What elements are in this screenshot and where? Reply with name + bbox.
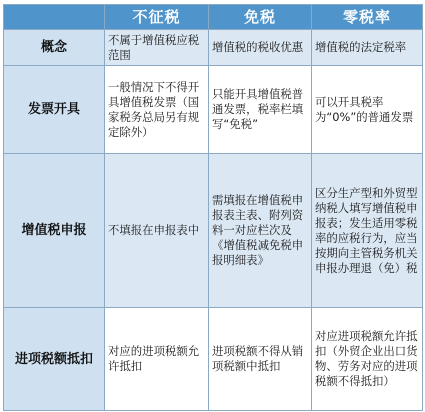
header-tax-exempt: 免税 — [209, 5, 312, 30]
row-label-input-tax-deduction: 进项税额抵扣 — [4, 308, 105, 411]
table-row — [4, 154, 423, 308]
table-row — [4, 30, 423, 66]
cell-filing-zero-rate: 区分生产型和外贸型纳税人填写增值税申报表；发生适用零税率的应税行为，应当按期向主管税务机关申报办理退（免）税 — [312, 154, 423, 308]
cell-concept-tax-exempt: 增值税的税收优惠 — [209, 30, 312, 66]
cell-deduction-non-taxable: 对应的进项税额允许抵扣 — [105, 308, 209, 411]
header-corner-cell — [4, 5, 105, 30]
table-header-row — [4, 5, 423, 30]
cell-concept-zero-rate: 增值税的法定税率 — [312, 30, 423, 66]
table-row — [4, 308, 423, 411]
cell-deduction-zero-rate: 对应进项税额允许抵扣（外贸企业出口货物、劳务对应的进项税额不得抵扣） — [312, 308, 423, 411]
cell-filing-tax-exempt: 需填报在增值税申报表主表、附列资料一对应栏次及《增值税减免税申报明细表》 — [209, 154, 312, 308]
row-label-concept: 概念 — [4, 30, 105, 66]
cell-invoice-zero-rate: 可以开具税率为“0%”的普通发票 — [312, 66, 423, 154]
table-row — [4, 66, 423, 154]
row-label-vat-filing: 增值税申报 — [4, 154, 105, 308]
tax-comparison-table — [3, 4, 423, 411]
cell-concept-non-taxable: 不属于增值税应税范围 — [105, 30, 209, 66]
row-label-invoice: 发票开具 — [4, 66, 105, 154]
header-zero-rate: 零税率 — [312, 5, 423, 30]
cell-deduction-tax-exempt: 进项税额不得从销项税额中抵扣 — [209, 308, 312, 411]
cell-filing-non-taxable: 不填报在申报表中 — [105, 154, 209, 308]
cell-invoice-tax-exempt: 只能开具增值税普通发票，税率栏填写“免税” — [209, 66, 312, 154]
header-non-taxable: 不征税 — [105, 5, 209, 30]
cell-invoice-non-taxable: 一般情况下不得开具增值税发票（国家税务总局另有规定除外） — [105, 66, 209, 154]
